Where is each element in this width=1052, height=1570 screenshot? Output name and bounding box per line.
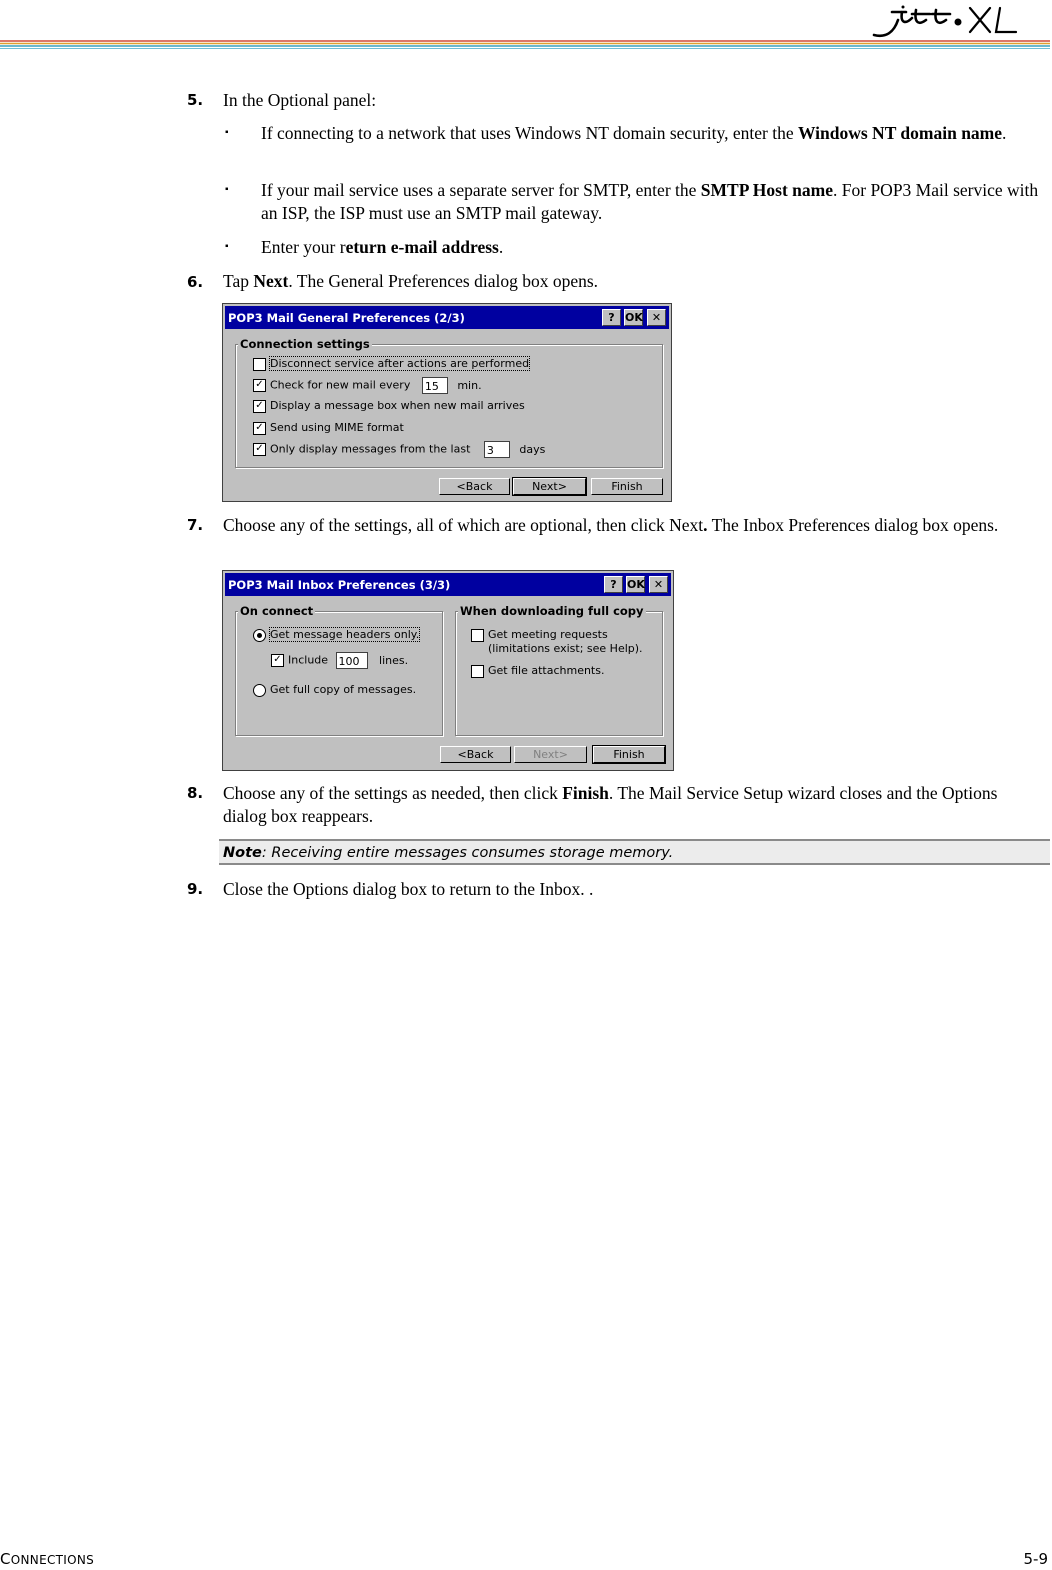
option-display-last[interactable]: ✓ Only display messages from the last 3 days — [253, 441, 545, 458]
inbox-preferences-dialog — [222, 570, 674, 771]
radio-full-copy[interactable]: Get full copy of messages. — [253, 683, 416, 697]
bullet-icon: ▪ — [225, 127, 229, 138]
step-number: 7. — [187, 516, 204, 534]
help-button[interactable]: ? — [604, 576, 623, 593]
option-file-attachments[interactable]: Get file attachments. — [471, 664, 604, 678]
step-number: 5. — [187, 91, 204, 109]
close-icon[interactable]: ✕ — [647, 309, 666, 326]
next-button[interactable]: Next> — [513, 478, 586, 495]
checkbox[interactable] — [471, 629, 484, 642]
step-text: Close the Options dialog box to return to the Inbox. . — [223, 879, 594, 899]
back-button[interactable]: <Back — [440, 746, 511, 763]
radio-headers-only[interactable]: Get message headers only. — [253, 628, 419, 642]
bullet-icon: ▪ — [225, 241, 229, 252]
bullet-text: If connecting to a network that uses Windows NT domain security, enter the Windows NT domain name. — [261, 123, 1007, 143]
checkbox-checked[interactable]: ✓ — [253, 379, 266, 392]
back-button[interactable]: <Back — [439, 478, 510, 495]
checkbox-checked[interactable]: ✓ — [253, 443, 266, 456]
note-box — [219, 839, 1050, 865]
ok-button[interactable]: OK — [625, 311, 643, 324]
option-disconnect[interactable]: Disconnect service after actions are performed — [253, 357, 529, 371]
ok-button[interactable]: OK — [627, 578, 645, 591]
general-preferences-dialog — [222, 303, 672, 502]
help-button[interactable]: ? — [602, 309, 621, 326]
radio-selected[interactable] — [253, 629, 266, 642]
option-meeting-requests[interactable]: Get meeting requests — [471, 628, 608, 642]
connection-settings-group — [235, 337, 663, 468]
checkbox-checked[interactable]: ✓ — [253, 422, 266, 435]
minutes-input[interactable]: 15 — [422, 377, 448, 394]
step-number: 8. — [187, 784, 204, 802]
finish-button[interactable]: Finish — [593, 746, 665, 763]
note-text: : Receiving entire messages consumes storage memory. — [261, 845, 674, 861]
option-meeting-note: (limitations exist; see Help). — [488, 642, 643, 655]
dialog-title: POP3 Mail General Preferences (2/3) — [228, 311, 465, 325]
title-bar — [225, 306, 669, 329]
step-number: 9. — [187, 880, 204, 898]
footer-section: CONNECTIONS — [0, 1550, 95, 1568]
bullet-text: If your mail service uses a separate server for SMTP, enter the SMTP Host name. For POP3 Mail service with an ISP, the ISP must use an SMTP mail gateway. — [261, 180, 1039, 223]
bullet-text: Enter your return e-mail address. — [261, 237, 504, 257]
lines-input[interactable]: 100 — [336, 652, 368, 669]
bullet-icon: ▪ — [225, 184, 229, 195]
checkbox-checked[interactable]: ✓ — [271, 654, 284, 667]
full-copy-group — [455, 604, 663, 736]
option-message-box[interactable]: ✓ Display a message box when new mail arrives — [253, 399, 525, 413]
step-text: In the Optional panel: — [223, 90, 377, 110]
next-button[interactable]: Next> — [514, 746, 587, 763]
include-lines[interactable]: ✓ Include 100 lines. — [271, 652, 408, 669]
dialog-title: POP3 Mail Inbox Preferences (3/3) — [228, 578, 451, 592]
note-label: Note — [223, 845, 262, 861]
radio-unselected[interactable] — [253, 684, 266, 697]
checkbox[interactable] — [253, 358, 266, 371]
group-label: Connection settings — [240, 337, 370, 351]
checkbox[interactable] — [471, 665, 484, 678]
finish-button[interactable]: Finish — [591, 478, 663, 495]
option-check-mail[interactable]: ✓ Check for new mail every 15 min. — [253, 377, 482, 394]
group-label: When downloading full copy — [460, 604, 644, 618]
step-text: Choose any of the settings as needed, then click Finish. The Mail Service Setup wizard closes and the Options dialog box reappears. — [223, 783, 998, 826]
page-number: 5-9 — [1023, 1550, 1048, 1568]
checkbox-checked[interactable]: ✓ — [253, 400, 266, 413]
step-text: Choose any of the settings, all of which are optional, then click Next. The Inbox Preferences dialog box opens. — [223, 515, 999, 535]
header-rule — [0, 40, 1050, 50]
step-text: Tap Next. The General Preferences dialog box opens. — [223, 271, 599, 291]
on-connect-group — [235, 604, 443, 736]
days-input[interactable]: 3 — [484, 441, 510, 458]
option-mime[interactable]: ✓ Send using MIME format — [253, 421, 404, 435]
group-label: On connect — [240, 604, 314, 618]
step-number: 6. — [187, 273, 204, 291]
jett-xl-logo — [866, 2, 1050, 40]
close-icon[interactable]: ✕ — [649, 576, 668, 593]
title-bar — [225, 573, 671, 596]
